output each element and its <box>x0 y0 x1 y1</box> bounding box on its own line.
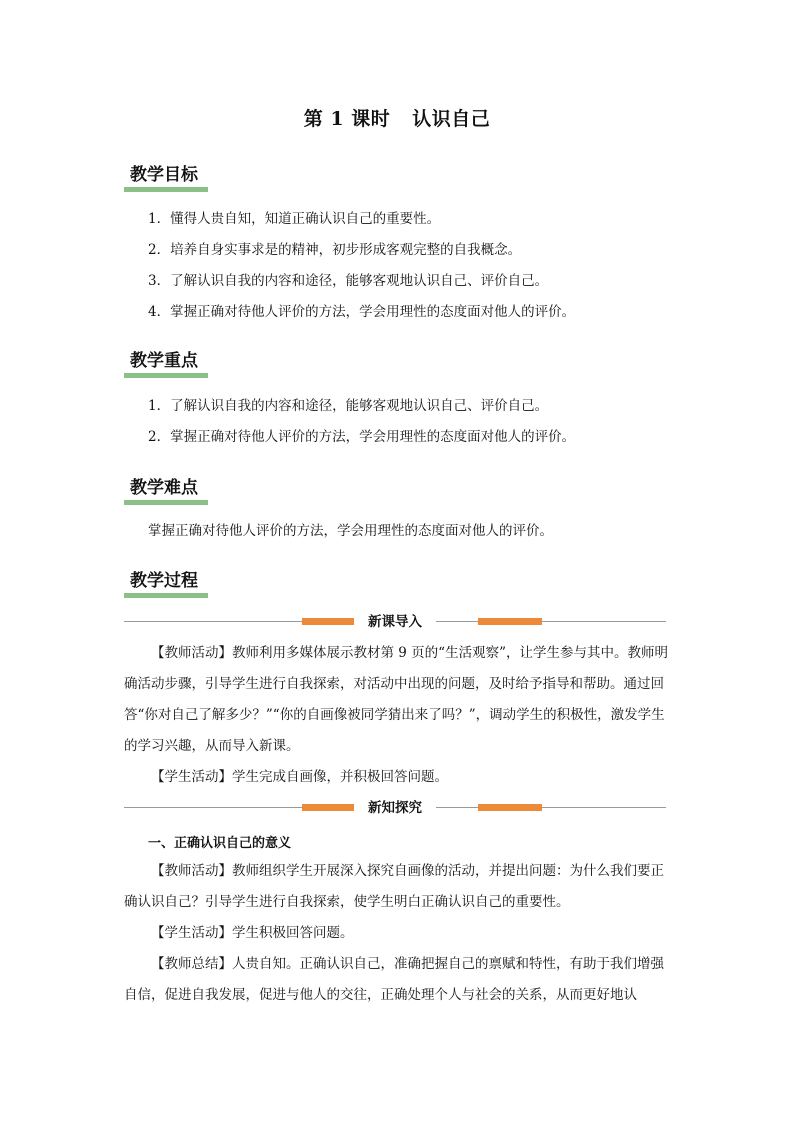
section-underline <box>124 500 208 505</box>
key-item: 1．了解认识自我的内容和途径，能够客观地认识自己、评价自己。 <box>148 398 549 414</box>
explore-teacher-paragraph: 【教师活动】教师组织学生开展深入探究自画像的活动，并提出问题：为什么我们要正确认识自己？引导学生进行自我探索，使学生明白正确认识自己的重要性。 <box>124 863 664 910</box>
section-key <box>124 346 208 378</box>
goal-item: 1．懂得人贵自知，知道正确认识自己的重要性。 <box>148 211 441 227</box>
section-difficulty-label: 教学难点 <box>130 478 198 498</box>
divider-heading: 新课导入 <box>124 610 666 630</box>
section-underline <box>124 373 208 378</box>
intro-student-paragraph: 【学生活动】学生完成自画像，并积极回答问题。 <box>151 769 448 785</box>
difficulty-text: 掌握正确对待他人评价的方法，学会用理性的态度面对他人的评价。 <box>148 523 553 539</box>
divider-explore <box>124 801 666 815</box>
section-key-label: 教学重点 <box>130 351 198 371</box>
goal-item: 4．掌握正确对待他人评价的方法，学会用理性的态度面对他人的评价。 <box>148 304 576 320</box>
explore-block <box>124 856 670 1011</box>
divider-intro <box>124 615 666 629</box>
lesson-name: 认识自己 <box>412 108 491 130</box>
section-underline <box>124 187 208 192</box>
explore-student-paragraph: 【学生活动】学生积极回答问题。 <box>151 925 354 941</box>
lesson-number: 第 1 课时 <box>303 108 391 130</box>
section-difficulty <box>124 473 208 505</box>
section-process <box>124 566 208 598</box>
goal-item: 3．了解认识自我的内容和途径，能够客观地认识自己、评价自己。 <box>148 273 549 289</box>
explore-summary-paragraph: 【教师总结】人贵自知。正确认识自己，准确把握自己的禀赋和特性，有助于我们增强自信，促进自我发展，促进与他人的交往，正确处理个人与社会的关系，从而更好地认 <box>124 956 664 1003</box>
section-goals-label: 教学目标 <box>130 165 198 185</box>
explore-subheading: 一、正确认识自己的意义 <box>148 836 292 851</box>
intro-teacher-paragraph: 【教师活动】教师利用多媒体展示教材第 9 页的“生活观察”，让学生参与其中。教师明确活动步骤，引导学生进行自我探索，对活动中出现的问题，及时给予指导和帮助。通过回答“你对自己了解多少？”“你的自画像被同学猜出来了吗？”，调动学生的积极性，激发学生的学习兴趣，从而导入新课。 <box>124 645 668 754</box>
intro-block <box>124 638 670 793</box>
section-goals <box>124 160 208 192</box>
section-process-label: 教学过程 <box>130 571 198 591</box>
section-underline <box>124 593 208 598</box>
key-item: 2．掌握正确对待他人评价的方法，学会用理性的态度面对他人的评价。 <box>148 429 576 445</box>
goal-item: 2．培养自身实事求是的精神，初步形成客观完整的自我概念。 <box>148 242 522 258</box>
divider-heading: 新知探究 <box>124 796 666 816</box>
page-title <box>0 104 794 131</box>
